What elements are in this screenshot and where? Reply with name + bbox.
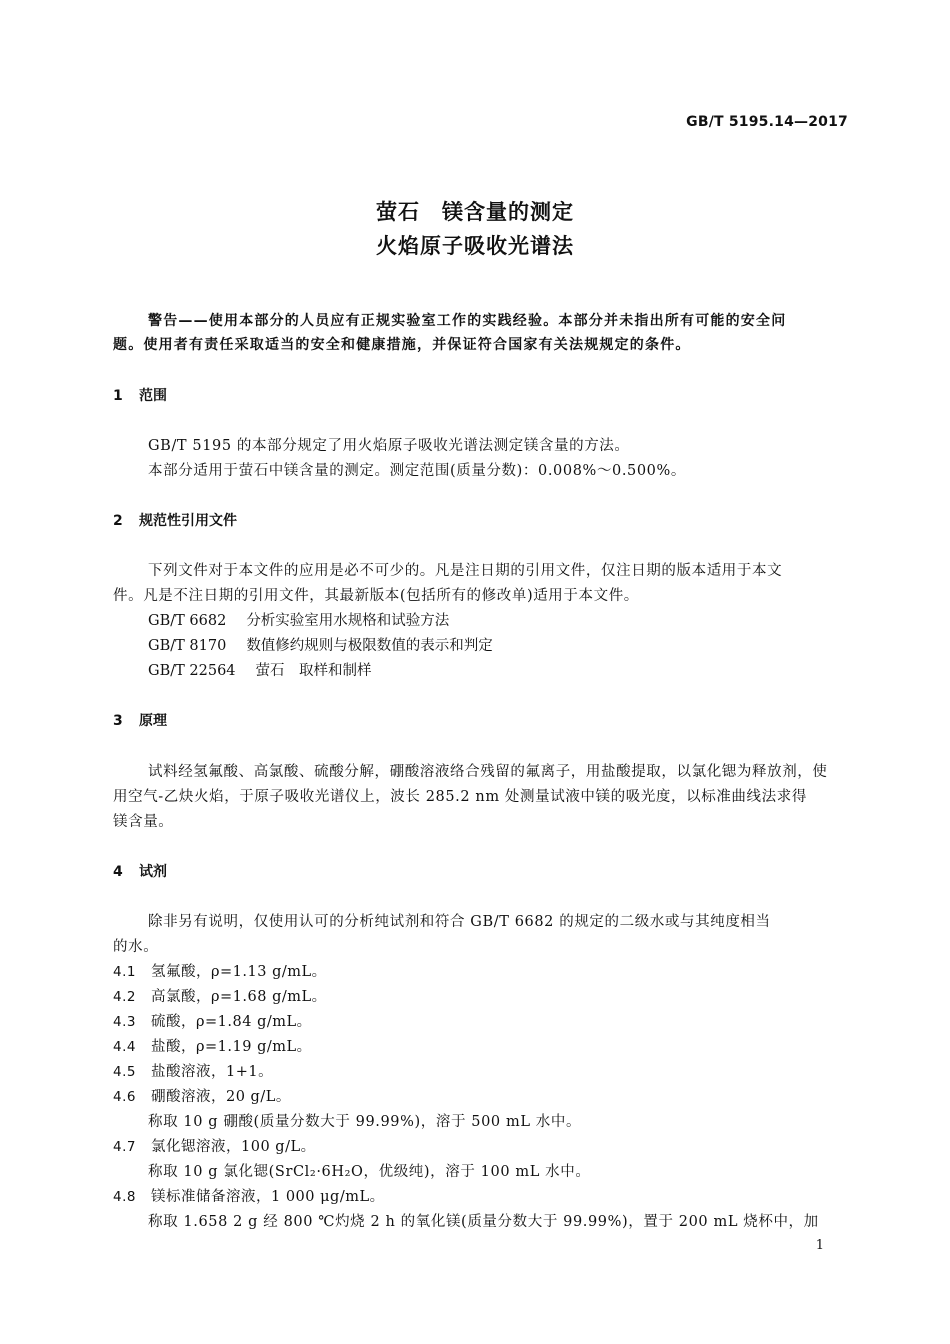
section-2-heading: [113, 510, 237, 530]
reagent-item: [113, 1060, 273, 1081]
reagents-intro-line-1: 除非另有说明，仅使用认可的分析纯试剂和符合 GB/T 6682 的规定的二级水或与其纯度相当: [148, 914, 771, 930]
warning-line-1: 警告——使用本部分的人员应有正规实验室工作的实践经验。本部分并未指出所有可能的安全问: [148, 313, 787, 329]
normative-paragraph-line-1: 下列文件对于本文件的应用是必不可少的。凡是注日期的引用文件，仅注日期的版本适用于本文: [148, 563, 783, 579]
clause-text: 硼酸溶液，20 g/L。: [151, 1089, 291, 1105]
clause-text: 盐酸，ρ=1.19 g/mL。: [151, 1039, 312, 1055]
reagent-item: [113, 1085, 291, 1106]
clause-number: 4.5: [113, 1064, 136, 1080]
reference-item: [148, 634, 493, 655]
principle-line-1: 试料经氢氟酸、高氯酸、硫酸分解，硼酸溶液络合残留的氟离子，用盐酸提取，以氯化锶为释放剂，使: [148, 764, 828, 780]
reference-name: 数值修约规则与极限数值的表示和判定: [246, 638, 493, 654]
reference-name: 分析实验室用水规格和试验方法: [246, 613, 450, 629]
clause-number: 4.3: [113, 1014, 136, 1030]
reference-code: GB/T 22564: [148, 663, 236, 679]
clause-text: 硫酸，ρ=1.84 g/mL。: [151, 1014, 312, 1030]
section-title: 范围: [139, 388, 167, 404]
reference-code: GB/T 6682: [148, 613, 227, 629]
clause-text: 高氯酸，ρ=1.68 g/mL。: [151, 989, 327, 1005]
section-number: 4: [113, 864, 123, 880]
clause-number: 4.6: [113, 1089, 136, 1105]
reagent-4-8-preparation: 称取 1.658 2 g 经 800 ℃灼烧 2 h 的氧化镁(质量分数大于 99.99%)，置于 200 mL 烧杯中，加: [148, 1214, 819, 1230]
reagent-item: [113, 1185, 385, 1206]
clause-text: 镁标准储备溶液，1 000 μg/mL。: [151, 1189, 385, 1205]
reagents-intro-line-2: 的水。: [113, 939, 159, 955]
section-1-heading: [113, 385, 167, 405]
section-number: 3: [113, 713, 123, 729]
section-4-heading: [113, 861, 167, 881]
reagent-item: [113, 985, 327, 1006]
scope-paragraph-2: 本部分适用于萤石中镁含量的测定。测定范围(质量分数)：0.008%～0.500%。: [148, 463, 686, 479]
clause-number: 4.1: [113, 964, 136, 980]
clause-number: 4.7: [113, 1139, 136, 1155]
reagent-4-6-preparation: 称取 10 g 硼酸(质量分数大于 99.99%)，溶于 500 mL 水中。: [148, 1114, 582, 1130]
section-title: 原理: [139, 713, 167, 729]
clause-text: 氯化锶溶液，100 g/L。: [151, 1139, 316, 1155]
reference-item: [148, 609, 449, 630]
clause-number: 4.4: [113, 1039, 136, 1055]
reagent-item: [113, 1035, 312, 1056]
section-3-heading: [113, 710, 167, 730]
reagent-item: [113, 1010, 312, 1031]
clause-text: 氢氟酸，ρ=1.13 g/mL。: [151, 964, 327, 980]
principle-line-3: 镁含量。: [113, 814, 174, 830]
principle-line-2: 用空气-乙炔火焰，于原子吸收光谱仪上，波长 285.2 nm 处测量试液中镁的吸光度，以标准曲线法求得: [113, 789, 807, 805]
reagent-4-7-preparation: 称取 10 g 氯化锶(SrCl₂·6H₂O，优级纯)，溶于 100 mL 水中。: [148, 1164, 591, 1180]
section-number: 1: [113, 388, 123, 404]
normative-paragraph-line-2: 件。凡是不注日期的引用文件，其最新版本(包括所有的修改单)适用于本文件。: [113, 588, 639, 604]
title-line-1: 萤石 镁含量的测定: [376, 200, 574, 224]
reagent-item: [113, 960, 327, 981]
reference-name: 萤石 取样和制样: [255, 663, 372, 679]
reference-code: GB/T 8170: [148, 638, 227, 654]
title-line-2: 火焰原子吸收光谱法: [376, 234, 574, 258]
reagent-item: [113, 1135, 316, 1156]
scope-paragraph-1: GB/T 5195 的本部分规定了用火焰原子吸收光谱法测定镁含量的方法。: [148, 438, 630, 454]
clause-number: 4.2: [113, 989, 136, 1005]
clause-text: 盐酸溶液，1+1。: [151, 1064, 274, 1080]
warning-line-2: 题。使用者有责任采取适当的安全和健康措施，并保证符合国家有关法规规定的条件。: [113, 337, 691, 353]
standard-number: GB/T 5195.14—2017: [686, 114, 848, 130]
section-title: 试剂: [139, 864, 167, 880]
clause-number: 4.8: [113, 1189, 136, 1205]
section-title: 规范性引用文件: [139, 513, 237, 529]
section-number: 2: [113, 513, 123, 529]
page-number: 1: [815, 1238, 824, 1253]
reference-item: [148, 659, 372, 680]
